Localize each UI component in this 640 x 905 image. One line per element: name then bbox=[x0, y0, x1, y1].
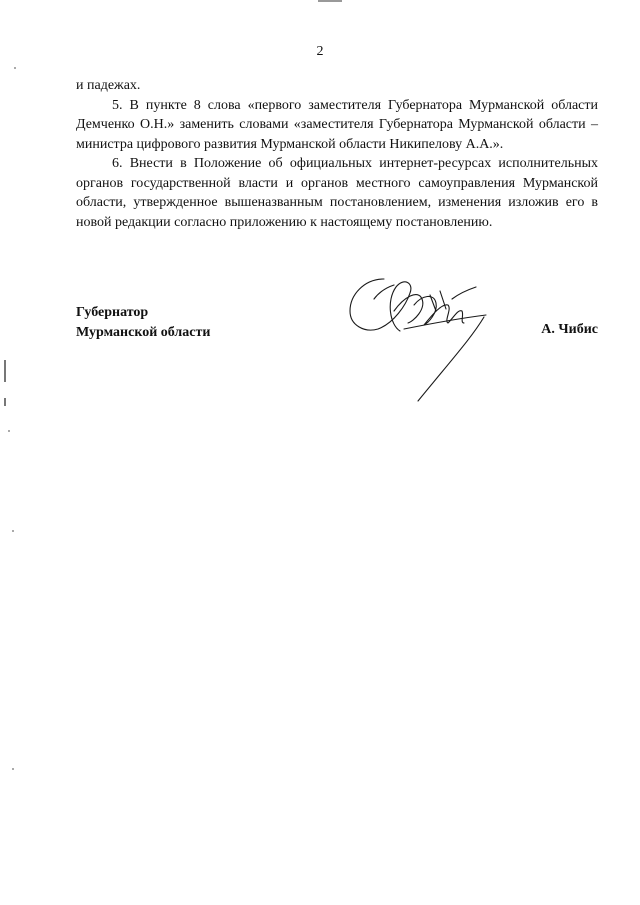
scan-mark bbox=[12, 530, 14, 532]
scan-mark bbox=[12, 768, 14, 770]
scan-mark bbox=[318, 0, 342, 2]
signature-block bbox=[76, 303, 598, 413]
scan-mark bbox=[8, 430, 10, 432]
signer-name: А. Чибис bbox=[541, 322, 598, 337]
signer-title bbox=[76, 303, 210, 342]
handwritten-signature bbox=[344, 265, 504, 405]
paragraph-continuation: и падежах. bbox=[76, 78, 141, 93]
signer-title-line-2: Мурманской области bbox=[76, 324, 211, 340]
paragraph-item-6: 6. Внести в Положение об официальных интернет-ресурсах исполнительных органов государственной власти и органов местного самоуправления Мурманской области, утвержденное вышеназванным постановлением, изменения изложив его в новой редакции согласно приложению к настоящему постановлению. bbox=[76, 156, 598, 230]
scan-mark bbox=[4, 360, 6, 382]
signer-title-line-1: Губернатор bbox=[76, 305, 149, 320]
scan-mark bbox=[14, 67, 16, 69]
document-body bbox=[76, 76, 598, 232]
scan-mark bbox=[4, 398, 6, 406]
page-number: 2 bbox=[316, 44, 324, 59]
paragraph-item-5: 5. В пункте 8 слова «первого заместителя Губернатора Мурманской области Демченко О.Н.» заменить словами «заместителя Губернатора Мурманской области – министра цифрового развития Мурманской области Никипелову А.А.». bbox=[76, 97, 598, 152]
